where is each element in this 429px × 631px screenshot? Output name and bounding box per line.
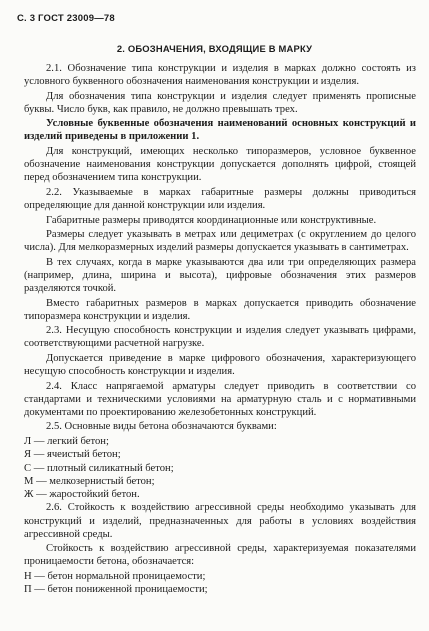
paragraph-2-4: 2.4. Класс напрягаемой арматуры следует приводить в соответствии со стандартами и техническими условиями на арматурную сталь и с нормативными документами по проектированию железобетонных конструкций. [24,380,416,418]
paragraph-2-5: 2.5. Основные виды бетона обозначаются буквами: [46,421,277,433]
paragraph-dimensions-kind: Габаритные размеры приводятся координационные или конструктивные. [46,214,377,226]
page-header: С. 3 ГОСТ 23009—78 [17,13,115,24]
document-body [24,62,416,596]
list-item: Я — ячеистый бетон; [24,449,121,461]
paragraph-permeability: Стойкость к воздействию агрессивной среды, характеризуемая показателями проницаемости бетона, обозначается: [24,543,416,568]
permeability-list [24,570,416,596]
concrete-type-list [24,435,416,501]
list-item: Л — легкий бетон; [24,436,109,448]
list-item: Ж — жаростойкий бетон. [24,489,140,501]
paragraph-appendix-ref: Условные буквенные обозначения наименований основных конструкций и изделий приведены в приложении 1. [24,118,416,143]
paragraph-2-3: 2.3. Несущую способность конструкции и изделия следует указывать цифрами, соответствующими расчетной нагрузке. [24,325,416,350]
paragraph-letters: Для обозначения типа конструкции и изделия следует применять прописные буквы. Число букв, как правило, не должно превышать трех. [24,90,416,115]
list-item: Н — бетон нормальной проницаемости; [24,570,206,582]
list-item: С — плотный силикатный бетон; [24,462,174,474]
paragraph-dimensions-separator: В тех случаях, когда в марке указываются два или три определяющих размера (например, длина, ширина и высота), цифровые обозначения этих размеров разделяются точкой. [24,256,416,294]
paragraph-typesize-designation: Вместо габаритных размеров в марках допускается приводить обозначение типоразмера конструкции и изделия. [24,297,416,322]
paragraph-typesizes: Для конструкций, имеющих несколько типоразмеров, условное буквенное обозначение наименования конструкции допускается дополнять цифрой, стоящей перед обозначением типа конструкции. [24,146,416,184]
paragraph-2-1: 2.1. Обозначение типа конструкции и изделия в марках должно состоять из условного буквенного обозначения наименования конструкции и изделия. [24,63,416,88]
paragraph-2-2: 2.2. Указываемые в марках габаритные размеры должны приводиться определяющие для данной конструкции или изделия. [24,186,416,211]
paragraph-dimensions-units: Размеры следует указывать в метрах или дециметрах (с округлением до целого числа). Для мелкоразмерных изделий размеры допускается указывать в сантиметрах. [24,229,416,254]
list-item: М — мелкозернистый бетон; [24,475,155,487]
paragraph-capacity-code: Допускается приведение в марке цифрового обозначения, характеризующего несущую способность конструкции и изделия. [24,352,416,378]
list-item: П — бетон пониженной проницаемости; [24,584,208,596]
section-title: 2. ОБОЗНАЧЕНИЯ, ВХОДЯЩИЕ В МАРКУ [116,43,313,54]
paragraph-2-6: 2.6. Стойкость к воздействию агрессивной среды необходимо указывать для конструкций и изделий, предназначенных для работы в условиях воздействия агрессивной среды. [24,502,416,540]
